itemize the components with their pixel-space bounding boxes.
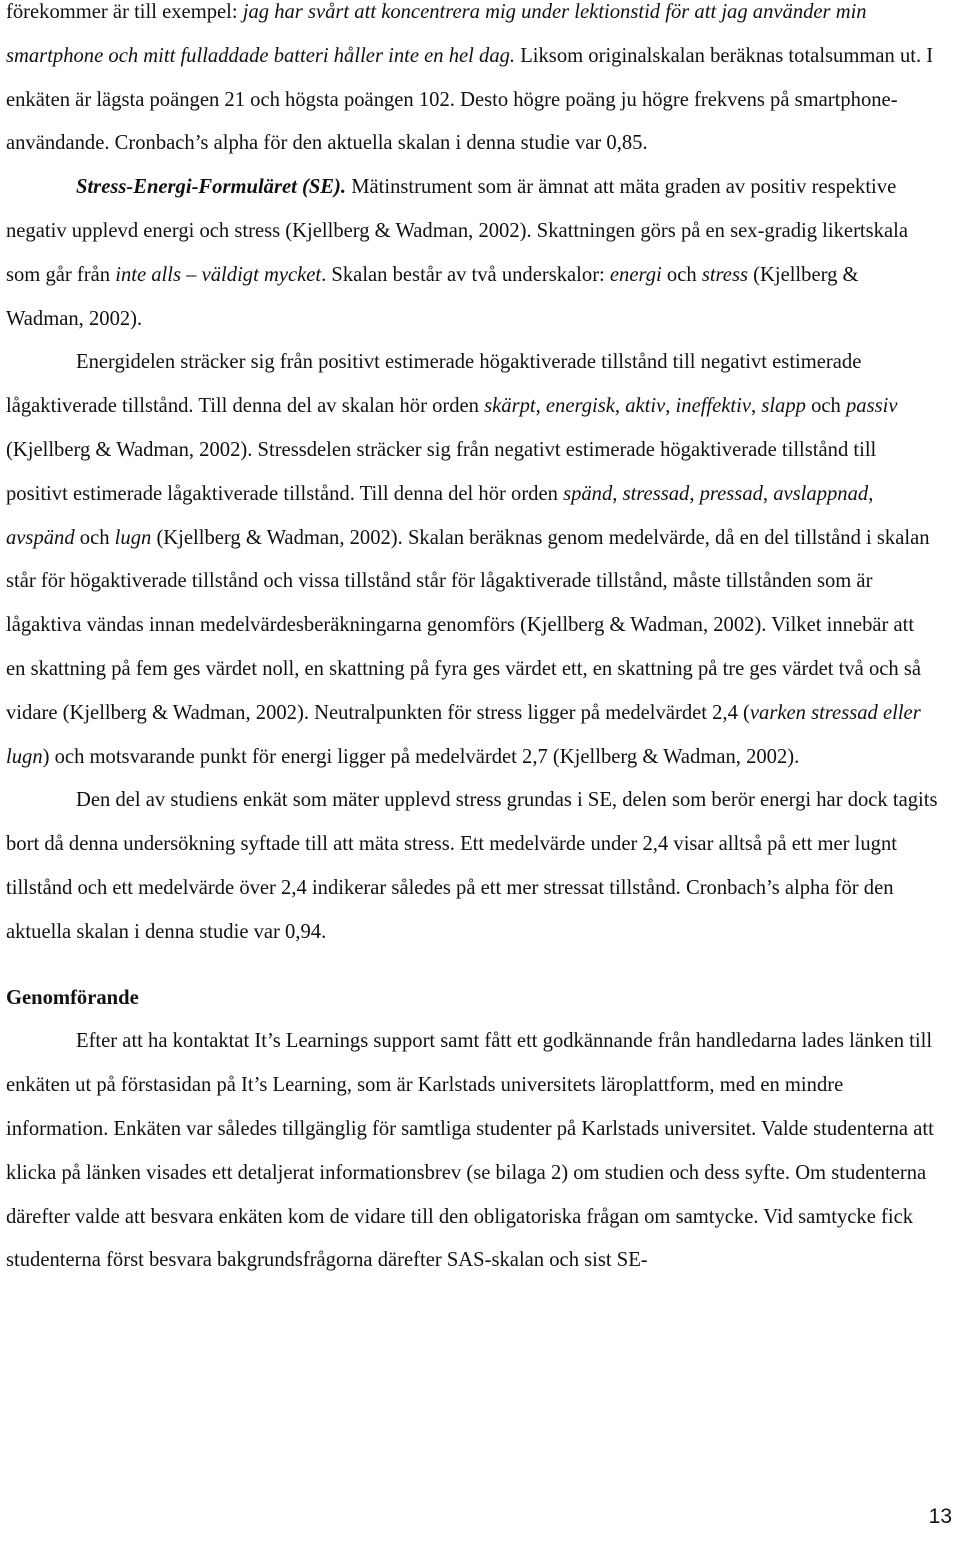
paragraph-procedure: Efter att ha kontaktat It’s Learnings support samt fått ett godkännande från handledarna lades länken till enkäten ut på förstasidan på It’s Learning, som är Karlstads universitets läroplattform, med en mindre information. Enkäten var således tillgänglig för samtliga studenter på Karlstads universitet. Valde studenterna att klicka på länken visades ett detaljerat informationsbrev (se bilaga 2) om studien och dess syfte. Om studenterna därefter valde att besvara enkäten kom de vidare till den obligatoriska frågan om samtycke. Vid samtycke fick studenterna först besvara bakgrundsfrågorna därefter SAS-skalan och sist SE-	[6, 1030, 934, 1272]
text-run: ,	[535, 395, 546, 418]
text-run: ,	[612, 482, 623, 505]
text-run: Den del av studiens enkät som mäter upplevd stress grundas i SE, delen som berör energi har dock tagits bort då denna undersökning syftade till att mäta stress. Ett medelvärde under 2,4 visar alltså på ett mer lugnt tillstånd och ett medelvärde över 2,4 indikerar således på ett mer stressat tillstånd. Cronbach’s alpha för den aktuella skalan i denna studie var 0,94.	[6, 789, 938, 943]
italic-text-run: avspänd	[6, 526, 75, 549]
text-run: ,	[762, 482, 774, 505]
page-number: 13	[928, 1505, 952, 1528]
text-run: och	[74, 526, 115, 549]
text-run: . Skalan består av två underskalor:	[321, 263, 610, 286]
italic-text-run: spänd	[563, 482, 613, 505]
italic-text-run: avslappnad	[773, 482, 869, 505]
text-run: Liksom originalskalan beräknas totalsumman ut. I enkäten är lägsta poängen 21 och högsta poängen 102. Desto högre poäng ju högre frekvens på smartphone-användande. Cronbach’s alpha för den aktuella skalan i denna studie var 0,85.	[6, 44, 934, 155]
text-run: ,	[751, 395, 762, 418]
text-run: förekommer är till exempel:	[6, 1, 243, 23]
italic-text-run: Stress-Energi-Formuläret (SE).	[76, 176, 347, 199]
italic-text-run: pressad	[699, 482, 763, 505]
text-run: ,	[689, 482, 700, 505]
text-run: Energidelen sträcker sig från positivt estimerade högaktiverade tillstånd till negativt estimerade lågaktiverade tillstånd. Till denna del av skalan hör orden	[6, 351, 862, 418]
italic-text-run: energisk	[545, 395, 615, 418]
text-run: ,	[665, 395, 676, 418]
italic-text-run: slapp	[761, 395, 806, 418]
text-run: (Kjellberg & Wadman, 2002).	[6, 263, 859, 330]
paragraph-study-stress-scale	[6, 779, 938, 954]
italic-text-run: stress	[701, 263, 748, 286]
text-run: ) och motsvarande punkt för energi ligger på medelvärdet 2,7 (Kjellberg & Wadman, 2002).	[42, 745, 800, 768]
italic-text-run: jag har svårt att koncentrera mig under lektionstid för att jag använder min smartphone och mitt fulladdade batteri håller inte en hel dag.	[6, 1, 867, 67]
italic-text-run: aktiv	[625, 395, 666, 418]
italic-text-run: skärpt	[484, 395, 536, 418]
text-run: ,	[868, 482, 874, 505]
italic-text-run: varken stressad eller lugn	[6, 701, 921, 768]
paragraph-energy-stress-parts	[6, 341, 938, 779]
paragraph-sas-scale-end	[6, 0, 938, 166]
text-run: Mätinstrument som är ämnat att mäta graden av positiv respektive negativ upplevd energi och stress (Kjellberg & Wadman, 2002). Skattningen görs på en sex-gradig likertskala som går från	[6, 176, 908, 286]
italic-text-run: inte alls – väldigt mycket	[115, 263, 322, 286]
italic-text-run: lugn	[114, 526, 152, 549]
section-heading: Genomförande	[6, 986, 139, 1009]
text-run: och	[661, 263, 702, 286]
italic-text-run: energi	[609, 263, 662, 286]
paragraph-se-instrument	[6, 166, 938, 341]
text-run: ,	[614, 395, 626, 418]
italic-text-run: ineffektiv	[675, 395, 752, 418]
text-run: (Kjellberg & Wadman, 2002). Stressdelen sträcker sig från negativt estimerade högaktiverade tillstånd till positivt estimerade lågaktiverade tillstånd. Till denna del hör orden	[6, 438, 877, 505]
italic-text-run: stressad	[622, 482, 690, 505]
italic-text-run: passiv	[845, 395, 898, 418]
text-run: och	[805, 395, 846, 418]
text-run: (Kjellberg & Wadman, 2002). Skalan beräknas genom medelvärde, då en del tillstånd i skalan står för högaktiverade tillstånd och vissa tillstånd står för lågaktiverade tillstånd, måste tillstånden som är lågaktiva vändas innan medelvärdesberäkningarna genomförs (Kjellberg & Wadman, 2002). Vilket innebär att en skattning på fem ges värdet noll, en skattning på fyra ges värdet ett, en skattning på tre ges värdet två och så vidare (Kjellberg & Wadman, 2002). Neutralpunkten för stress ligger på medelvärdet 2,4 (	[6, 526, 930, 724]
